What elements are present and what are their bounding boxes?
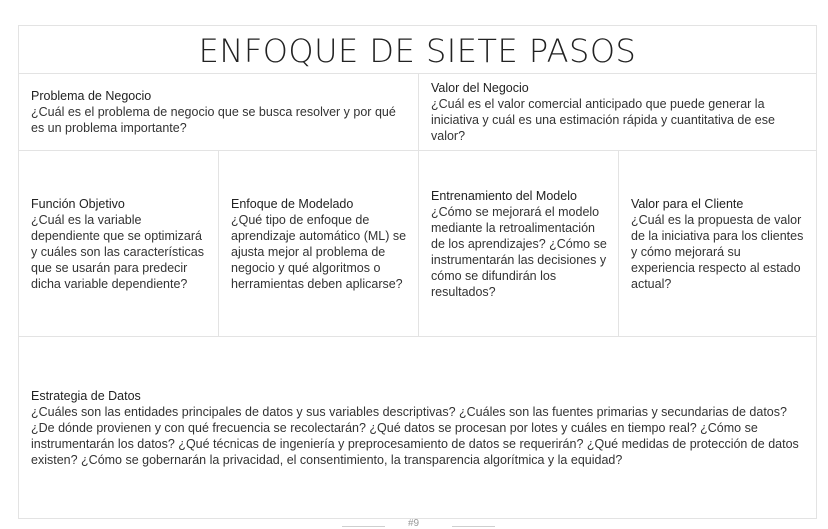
cell-heading: Función Objetivo <box>31 196 125 211</box>
cell-objective-function <box>19 151 218 337</box>
page-footer <box>0 519 828 529</box>
cell-heading: Estrategia de Datos <box>31 388 141 403</box>
cell-customer-value <box>618 151 816 337</box>
cell-text: ¿Qué tipo de enfoque de aprendizaje automático (ML) se ajusta mejor al problema de negocio y qué algoritmos o herramientas deben aplicarse? <box>231 212 407 291</box>
cell-text: ¿Cuál es el problema de negocio que se busca resolver y por qué es un problema importante? <box>31 105 396 135</box>
footer-divider <box>452 526 495 527</box>
cell-text: ¿Cuál es el valor comercial anticipado que puede generar la iniciativa y cuál es una estimación rápida y cuantitativa de ese valor? <box>431 97 775 143</box>
cell-heading: Valor del Negocio <box>431 81 529 95</box>
cell-heading: Problema de Negocio <box>31 89 152 103</box>
cell-heading: Enfoque de Modelado <box>231 196 354 211</box>
cell-heading: Valor para el Cliente <box>631 196 744 211</box>
footer-divider <box>342 526 385 527</box>
cell-model-training <box>418 151 618 337</box>
seven-step-framework-table <box>18 25 817 519</box>
cell-text: ¿Cuál es la variable dependiente que se optimizará y cuáles son las características que se usarán para predecir dicha variable dependiente? <box>31 212 204 291</box>
cell-text: ¿Cómo se mejorará el modelo mediante la retroalimentación de los aprendizajes? ¿Cómo se instrumentarán las decisiones y cómo se difundirán los resultados? <box>431 204 607 299</box>
cell-business-value <box>418 74 816 151</box>
cell-data-strategy <box>19 337 816 518</box>
page-number: #9 <box>408 518 420 529</box>
cell-text: ¿Cuál es la propuesta de valor de la iniciativa para los clientes y cómo mejorará su experiencia respecto al estado actual? <box>631 212 804 291</box>
cell-modeling-approach <box>218 151 418 337</box>
cell-text: ¿Cuáles son las entidades principales de datos y sus variables descriptivas? ¿Cuáles son las fuentes primarias y secundarias de datos? ¿De dónde provienen y con qué frecuencia se recolectarán? ¿Qué datos se procesan por lotes y cuáles en tiempo real? ¿Cómo se instrumentarán los datos? ¿Qué técnicas de ingeniería y preprocesamiento de datos se requerirán? ¿Qué medidas de protección de datos existen? ¿Cómo se gobernarán la privacidad, el consentimiento, la transparencia algorítmica y la equidad? <box>31 404 799 467</box>
cell-heading: Entrenamiento del Modelo <box>431 188 577 203</box>
page-title: ENFOQUE DE SIETE PASOS <box>19 26 816 74</box>
cell-business-problem <box>19 74 418 151</box>
